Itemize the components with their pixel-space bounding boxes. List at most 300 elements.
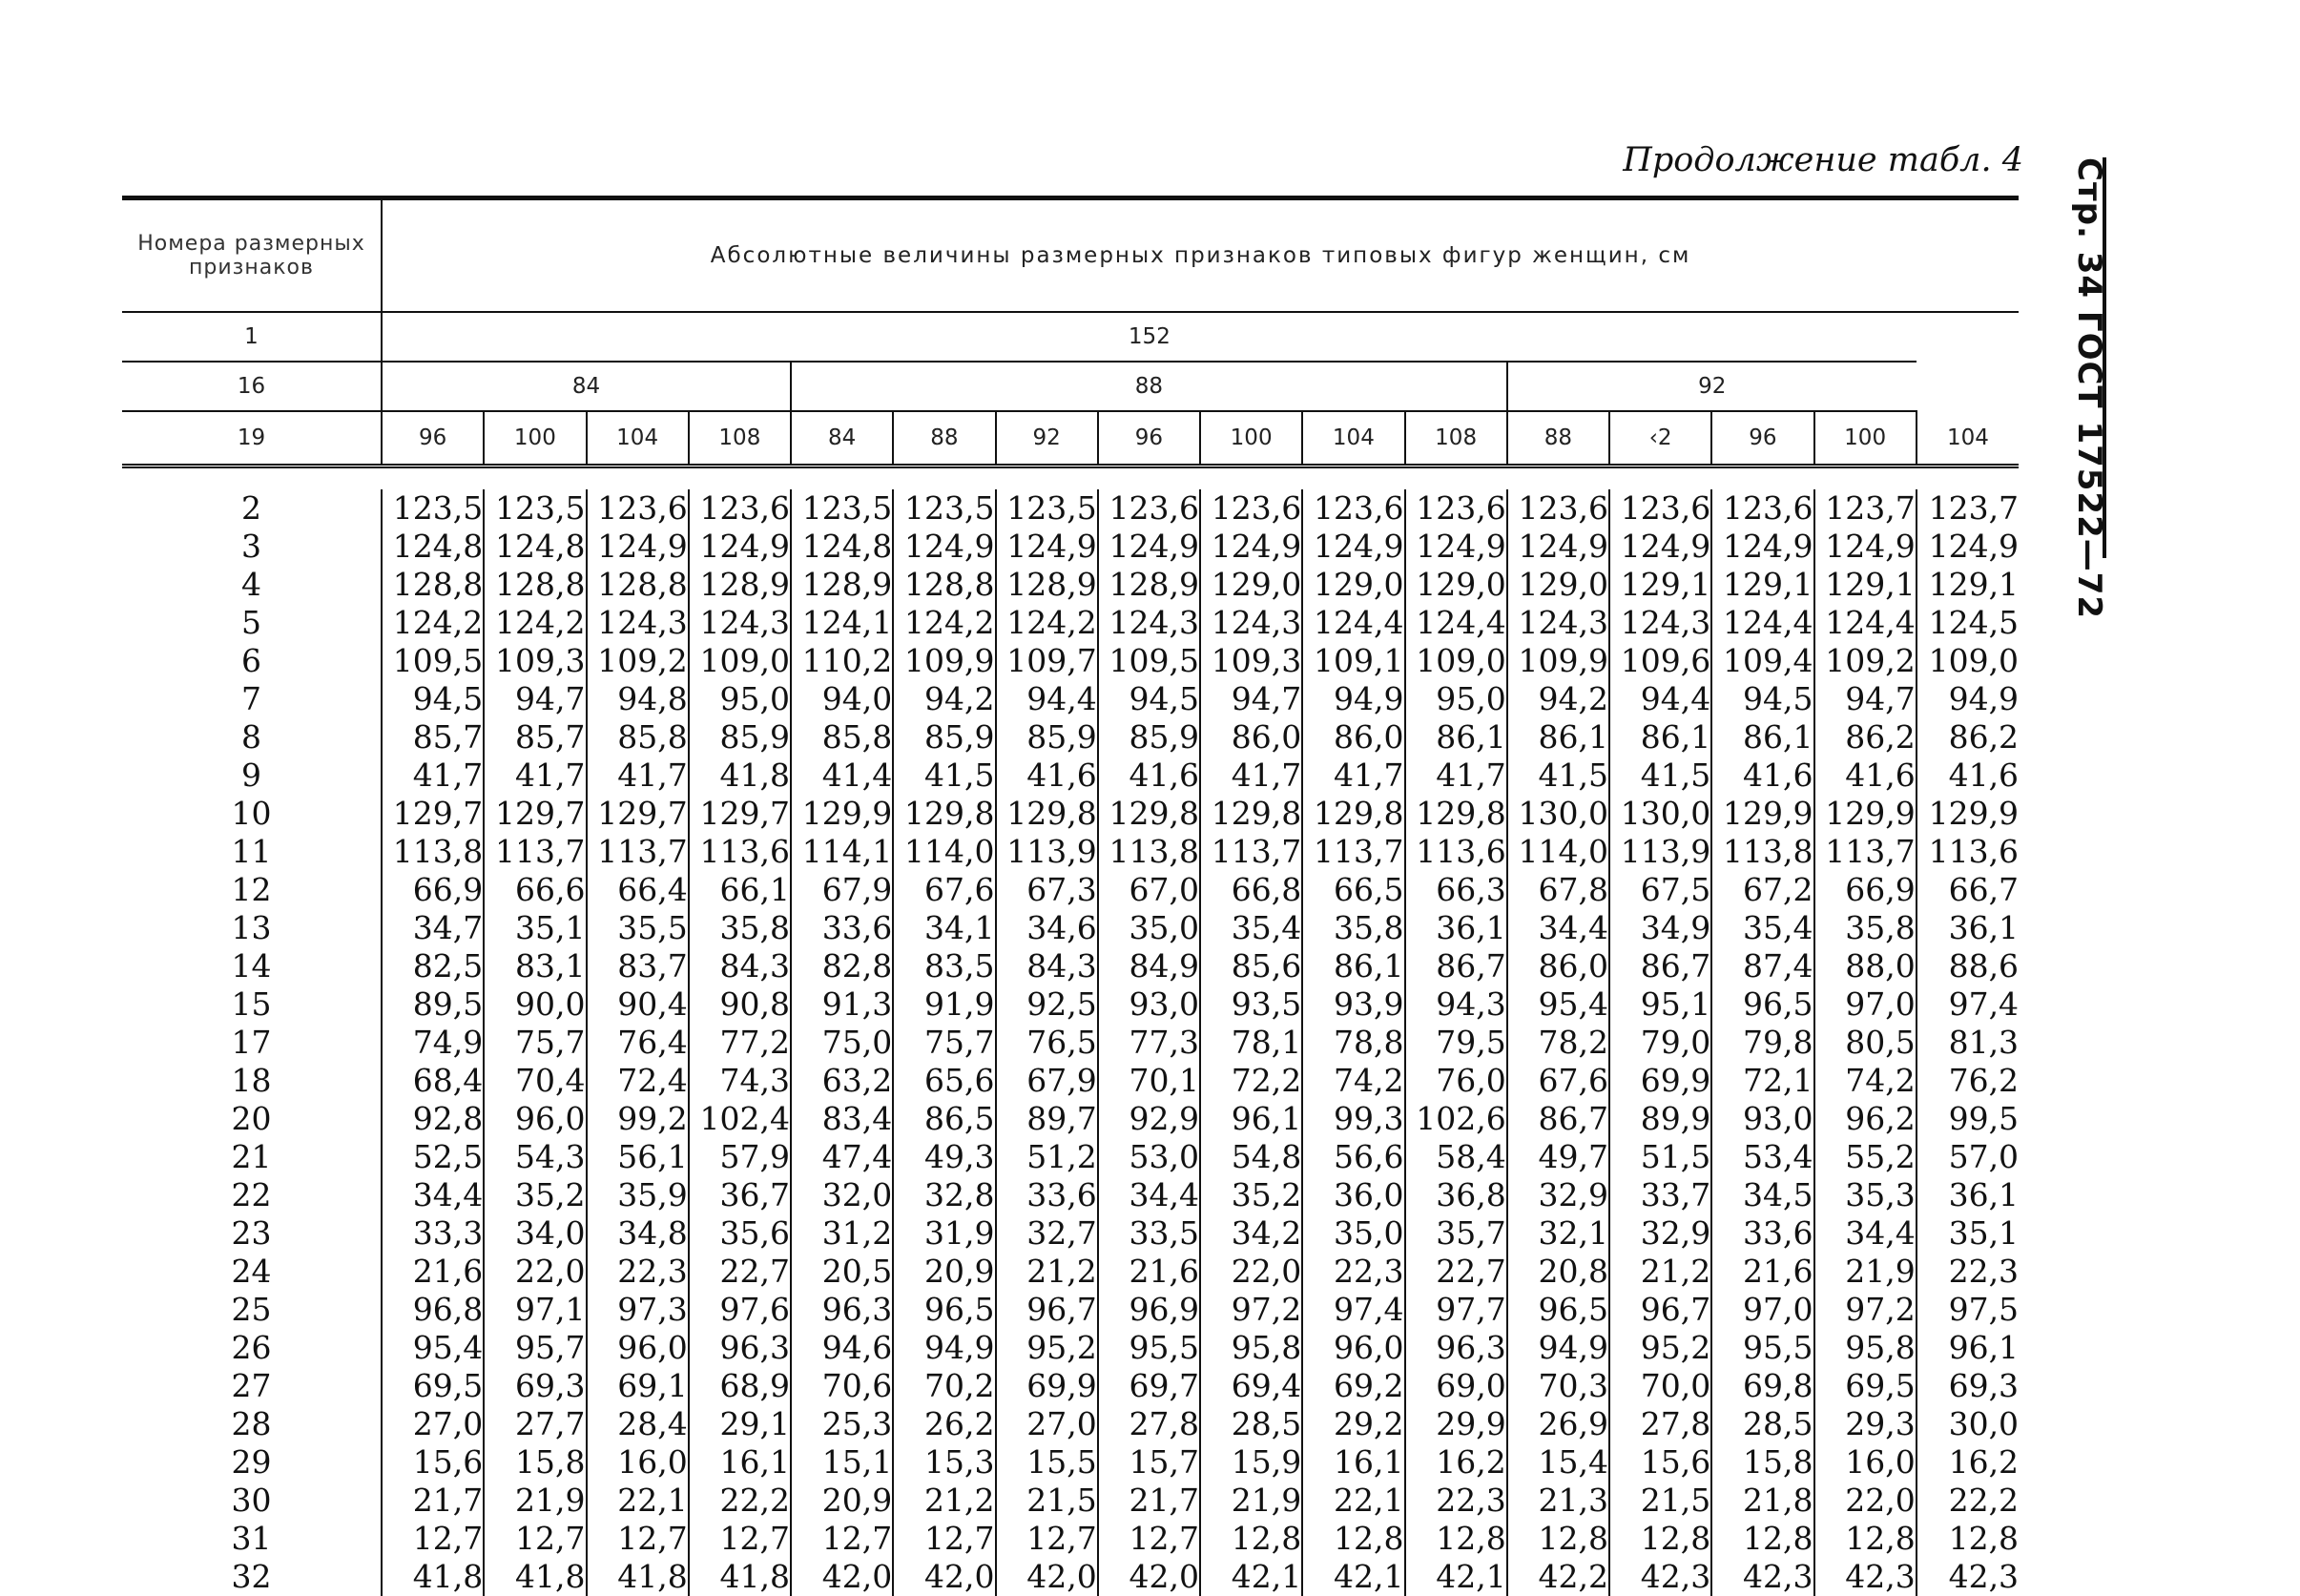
value-cell: 123,6 [689,489,791,528]
value-cell: 66,8 [1200,871,1302,909]
header-main-title: Абсолютные величины размерных признаков типовых фигур женщин, см [382,198,2019,313]
value-cell: 94,2 [1507,680,1609,718]
value-cell: 55,2 [1814,1138,1917,1176]
value-cell: 96,1 [1917,1329,2019,1367]
value-cell: 53,0 [1098,1138,1200,1176]
value-cell: 83,4 [791,1100,893,1138]
value-cell: 78,1 [1200,1024,1302,1062]
value-cell: 124,4 [1711,604,1813,642]
value-cell: 86,7 [1609,947,1711,985]
value-cell: 94,8 [587,680,689,718]
value-cell: 26,2 [893,1405,995,1443]
value-cell: 15,4 [1507,1443,1609,1482]
header-group-cell: 92 [996,411,1098,466]
value-cell: 94,2 [893,680,995,718]
value-cell: 94,9 [893,1329,995,1367]
value-cell: 20,9 [791,1482,893,1520]
value-cell: 51,2 [996,1138,1098,1176]
row-number-cell: 3 [122,528,382,566]
value-cell: 124,4 [1405,604,1507,642]
value-cell: 66,7 [1917,871,2019,909]
value-cell: 66,3 [1405,871,1507,909]
value-cell: 97,6 [689,1291,791,1329]
value-cell: 35,8 [1814,909,1917,947]
value-cell: 34,5 [1711,1176,1813,1214]
value-cell: 96,3 [689,1329,791,1367]
value-cell: 21,6 [1098,1253,1200,1291]
value-cell: 95,8 [1200,1329,1302,1367]
value-cell: 27,8 [1609,1405,1711,1443]
value-cell: 42,0 [996,1558,1098,1596]
table-row [122,1176,2019,1214]
value-cell: 69,7 [1098,1367,1200,1405]
value-cell: 72,4 [587,1062,689,1100]
value-cell: 35,2 [1200,1176,1302,1214]
value-cell: 22,7 [1405,1253,1507,1291]
value-cell: 41,7 [484,757,586,795]
value-cell: 70,1 [1098,1062,1200,1100]
value-cell: 86,7 [1405,947,1507,985]
value-cell: 42,2 [1507,1558,1609,1596]
value-cell: 95,1 [1609,985,1711,1024]
value-cell: 41,7 [1302,757,1404,795]
value-cell: 12,8 [1814,1520,1917,1558]
value-cell: 78,2 [1507,1024,1609,1062]
table-row [122,1520,2019,1558]
value-cell: 123,5 [791,489,893,528]
table-row [122,1214,2019,1253]
value-cell: 109,5 [1098,642,1200,680]
value-cell: 93,0 [1711,1100,1813,1138]
value-cell: 66,6 [484,871,586,909]
header-group-cell: 96 [1711,411,1813,466]
value-cell: 32,1 [1507,1214,1609,1253]
value-cell: 26,9 [1507,1405,1609,1443]
value-cell: 34,6 [996,909,1098,947]
value-cell: 34,2 [1200,1214,1302,1253]
value-cell: 67,6 [1507,1062,1609,1100]
value-cell: 109,0 [1917,642,2019,680]
value-cell: 97,2 [1814,1291,1917,1329]
value-cell: 67,5 [1609,871,1711,909]
value-cell: 124,5 [1917,604,2019,642]
value-cell: 129,7 [382,795,484,833]
value-cell: 29,1 [689,1405,791,1443]
row-number-cell: 5 [122,604,382,642]
value-cell: 35,4 [1711,909,1813,947]
value-cell: 129,1 [1917,566,2019,604]
value-cell: 129,7 [587,795,689,833]
row-number-cell: 8 [122,718,382,757]
value-cell: 113,8 [1098,833,1200,871]
value-cell: 109,3 [484,642,586,680]
value-cell: 78,8 [1302,1024,1404,1062]
table-row [122,1062,2019,1100]
value-cell: 95,0 [689,680,791,718]
row-number-cell: 6 [122,642,382,680]
value-cell: 124,9 [587,528,689,566]
value-cell: 109,9 [1507,642,1609,680]
value-cell: 74,3 [689,1062,791,1100]
value-cell: 129,8 [1302,795,1404,833]
header-group-cell: 96 [382,411,484,466]
value-cell: 41,6 [1917,757,2019,795]
value-cell: 27,7 [484,1405,586,1443]
table-row [122,757,2019,795]
value-cell: 22,3 [1405,1482,1507,1520]
table-row [122,604,2019,642]
value-cell: 33,6 [1711,1214,1813,1253]
value-cell: 12,7 [1098,1520,1200,1558]
table-row [122,1367,2019,1405]
value-cell: 123,5 [996,489,1098,528]
value-cell: 109,4 [1711,642,1813,680]
value-cell: 123,7 [1814,489,1917,528]
value-cell: 113,9 [996,833,1098,871]
value-cell: 27,8 [1098,1405,1200,1443]
value-cell: 34,8 [587,1214,689,1253]
value-cell: 83,1 [484,947,586,985]
value-cell: 88,0 [1814,947,1917,985]
row-number-cell: 11 [122,833,382,871]
value-cell: 114,0 [1507,833,1609,871]
value-cell: 96,7 [996,1291,1098,1329]
value-cell: 72,2 [1200,1062,1302,1100]
value-cell: 67,9 [791,871,893,909]
row-number-cell: 30 [122,1482,382,1520]
value-cell: 21,7 [1098,1482,1200,1520]
value-cell: 32,7 [996,1214,1098,1253]
value-cell: 96,3 [1405,1329,1507,1367]
value-cell: 21,6 [1711,1253,1813,1291]
value-cell: 69,3 [1917,1367,2019,1405]
value-cell: 41,5 [1609,757,1711,795]
value-cell: 93,5 [1200,985,1302,1024]
value-cell: 15,3 [893,1443,995,1482]
value-cell: 35,8 [1302,909,1404,947]
value-cell: 32,9 [1609,1214,1711,1253]
value-cell: 129,1 [1609,566,1711,604]
value-cell: 123,5 [484,489,586,528]
value-cell: 21,5 [996,1482,1098,1520]
value-cell: 35,8 [689,909,791,947]
value-cell: 33,6 [996,1176,1098,1214]
value-cell: 94,5 [1711,680,1813,718]
header-group-cell: 88 [1507,411,1609,466]
row-number-cell: 17 [122,1024,382,1062]
value-cell: 12,7 [382,1520,484,1558]
value-cell: 32,9 [1507,1176,1609,1214]
value-cell: 114,0 [893,833,995,871]
header-group-cell: 108 [1405,411,1507,466]
value-cell: 130,0 [1609,795,1711,833]
value-cell: 52,5 [382,1138,484,1176]
value-cell: 130,0 [1507,795,1609,833]
value-cell: 70,4 [484,1062,586,1100]
value-cell: 79,8 [1711,1024,1813,1062]
value-cell: 70,6 [791,1367,893,1405]
value-cell: 85,7 [484,718,586,757]
value-cell: 86,7 [1507,1100,1609,1138]
header-level-row [122,362,2019,411]
value-cell: 41,6 [1814,757,1917,795]
value-cell: 75,7 [484,1024,586,1062]
value-cell: 22,0 [1200,1253,1302,1291]
value-cell: 68,9 [689,1367,791,1405]
value-cell: 128,8 [484,566,586,604]
table-body [122,466,2019,1596]
row-number-cell: 27 [122,1367,382,1405]
value-cell: 34,4 [1814,1214,1917,1253]
value-cell: 67,8 [1507,871,1609,909]
value-cell: 69,1 [587,1367,689,1405]
value-cell: 124,9 [1405,528,1507,566]
row-number-cell: 29 [122,1443,382,1482]
value-cell: 69,3 [484,1367,586,1405]
value-cell: 41,8 [484,1558,586,1596]
value-cell: 128,9 [791,566,893,604]
value-cell: 124,9 [996,528,1098,566]
value-cell: 97,5 [1917,1291,2019,1329]
value-cell: 41,5 [1507,757,1609,795]
value-cell: 27,0 [996,1405,1098,1443]
value-cell: 16,0 [1814,1443,1917,1482]
value-cell: 90,8 [689,985,791,1024]
row-number-cell: 23 [122,1214,382,1253]
value-cell: 124,9 [689,528,791,566]
value-cell: 15,8 [484,1443,586,1482]
table-row [122,489,2019,528]
value-cell: 109,2 [1814,642,1917,680]
value-cell: 57,0 [1917,1138,2019,1176]
value-cell: 42,1 [1302,1558,1404,1596]
value-cell: 69,2 [1302,1367,1404,1405]
value-cell: 41,7 [1200,757,1302,795]
value-cell: 88,6 [1917,947,2019,985]
value-cell: 12,7 [996,1520,1098,1558]
value-cell: 124,9 [1200,528,1302,566]
value-cell: 91,3 [791,985,893,1024]
value-cell: 94,9 [1302,680,1404,718]
value-cell: 113,6 [689,833,791,871]
value-cell: 42,0 [791,1558,893,1596]
value-cell: 21,2 [996,1253,1098,1291]
value-cell: 22,0 [1814,1482,1917,1520]
value-cell: 113,8 [382,833,484,871]
value-cell: 123,6 [1098,489,1200,528]
value-cell: 34,0 [484,1214,586,1253]
row-number-cell: 10 [122,795,382,833]
value-cell: 109,2 [587,642,689,680]
header-group-cell: 100 [1814,411,1917,466]
value-cell: 124,9 [1507,528,1609,566]
value-cell: 124,1 [791,604,893,642]
value-cell: 69,5 [382,1367,484,1405]
header-group-cell: 100 [1200,411,1302,466]
value-cell: 41,5 [893,757,995,795]
value-cell: 22,0 [484,1253,586,1291]
value-cell: 76,5 [996,1024,1098,1062]
value-cell: 102,6 [1405,1100,1507,1138]
value-cell: 34,4 [1098,1176,1200,1214]
table-continuation-caption: Продолжение табл. 4 [1623,141,2023,179]
value-cell: 67,3 [996,871,1098,909]
dimensions-table [122,196,2019,1596]
value-cell: 109,0 [689,642,791,680]
value-cell: 86,1 [1609,718,1711,757]
value-cell: 35,6 [689,1214,791,1253]
value-cell: 110,2 [791,642,893,680]
value-cell: 42,3 [1609,1558,1711,1596]
value-cell: 129,8 [996,795,1098,833]
value-cell: 66,4 [587,871,689,909]
value-cell: 94,9 [1917,680,2019,718]
value-cell: 91,9 [893,985,995,1024]
table-row [122,718,2019,757]
value-cell: 35,1 [1917,1214,2019,1253]
value-cell: 109,9 [893,642,995,680]
value-cell: 94,0 [791,680,893,718]
table-row [122,947,2019,985]
value-cell: 109,0 [1405,642,1507,680]
value-cell: 69,8 [1711,1367,1813,1405]
header-group-cell: 84 [382,362,791,411]
value-cell: 27,0 [382,1405,484,1443]
value-cell: 94,5 [1098,680,1200,718]
value-cell: 54,8 [1200,1138,1302,1176]
value-cell: 84,9 [1098,947,1200,985]
header-group-cell: 104 [1302,411,1404,466]
value-cell: 76,0 [1405,1062,1507,1100]
value-cell: 12,8 [1711,1520,1813,1558]
value-cell: 109,7 [996,642,1098,680]
value-cell: 41,7 [382,757,484,795]
value-cell: 96,3 [791,1291,893,1329]
value-cell: 86,1 [1302,947,1404,985]
value-cell: 81,3 [1917,1024,2019,1062]
row-number-cell: 2 [122,489,382,528]
header-group-cell: 104 [587,411,689,466]
value-cell: 36,1 [1917,1176,2019,1214]
value-cell: 109,3 [1200,642,1302,680]
value-cell: 66,1 [689,871,791,909]
value-cell: 34,4 [382,1176,484,1214]
value-cell: 21,6 [382,1253,484,1291]
header-level-label: 1 [122,312,382,362]
value-cell: 123,6 [1609,489,1711,528]
table-row [122,909,2019,947]
value-cell: 97,3 [587,1291,689,1329]
value-cell: 74,9 [382,1024,484,1062]
value-cell: 36,8 [1405,1176,1507,1214]
value-cell: 129,0 [1302,566,1404,604]
value-cell: 99,2 [587,1100,689,1138]
value-cell: 129,9 [1814,795,1917,833]
value-cell: 99,3 [1302,1100,1404,1138]
value-cell: 51,5 [1609,1138,1711,1176]
value-cell: 67,9 [996,1062,1098,1100]
value-cell: 95,8 [1814,1329,1917,1367]
value-cell: 16,0 [587,1443,689,1482]
value-cell: 94,4 [996,680,1098,718]
value-cell: 109,6 [1609,642,1711,680]
value-cell: 96,0 [587,1329,689,1367]
value-cell: 69,5 [1814,1367,1917,1405]
value-cell: 113,7 [484,833,586,871]
value-cell: 128,8 [587,566,689,604]
value-cell: 49,7 [1507,1138,1609,1176]
header-group-cell: 88 [791,362,1507,411]
value-cell: 41,6 [1711,757,1813,795]
table-row [122,566,2019,604]
value-cell: 83,5 [893,947,995,985]
value-cell: 129,1 [1711,566,1813,604]
value-cell: 86,1 [1405,718,1507,757]
value-cell: 35,1 [484,909,586,947]
value-cell: 113,9 [1609,833,1711,871]
value-cell: 41,8 [382,1558,484,1596]
table-row [122,1100,2019,1138]
value-cell: 21,2 [1609,1253,1711,1291]
value-cell: 32,0 [791,1176,893,1214]
value-cell: 123,5 [893,489,995,528]
header-level-row [122,411,2019,466]
value-cell: 94,7 [1814,680,1917,718]
value-cell: 22,7 [689,1253,791,1291]
table-header [122,198,2019,466]
value-cell: 124,8 [484,528,586,566]
value-cell: 85,6 [1200,947,1302,985]
value-cell: 123,6 [1302,489,1404,528]
value-cell: 123,6 [1200,489,1302,528]
value-cell: 128,8 [893,566,995,604]
table-row [122,680,2019,718]
value-cell: 63,2 [791,1062,893,1100]
value-cell: 124,3 [1609,604,1711,642]
value-cell: 41,8 [689,1558,791,1596]
value-cell: 123,6 [1507,489,1609,528]
value-cell: 29,2 [1302,1405,1404,1443]
header-group-cell: 84 [791,411,893,466]
value-cell: 124,8 [382,528,484,566]
value-cell: 15,8 [1711,1443,1813,1482]
value-cell: 69,9 [996,1367,1098,1405]
value-cell: 56,1 [587,1138,689,1176]
row-number-cell: 15 [122,985,382,1024]
value-cell: 42,3 [1814,1558,1917,1596]
value-cell: 89,7 [996,1100,1098,1138]
value-cell: 69,4 [1200,1367,1302,1405]
table-row [122,1482,2019,1520]
value-cell: 94,7 [484,680,586,718]
value-cell: 12,7 [484,1520,586,1558]
value-cell: 94,6 [791,1329,893,1367]
value-cell: 70,3 [1507,1367,1609,1405]
value-cell: 95,7 [484,1329,586,1367]
value-cell: 92,9 [1098,1100,1200,1138]
row-number-cell: 28 [122,1405,382,1443]
value-cell: 77,2 [689,1024,791,1062]
value-cell: 70,0 [1609,1367,1711,1405]
header-group-cell: 104 [1917,411,2019,466]
value-cell: 67,0 [1098,871,1200,909]
header-group-cell: 88 [893,411,995,466]
value-cell: 36,7 [689,1176,791,1214]
value-cell: 21,9 [1814,1253,1917,1291]
value-cell: 129,7 [689,795,791,833]
table-row [122,1558,2019,1596]
value-cell: 85,8 [791,718,893,757]
